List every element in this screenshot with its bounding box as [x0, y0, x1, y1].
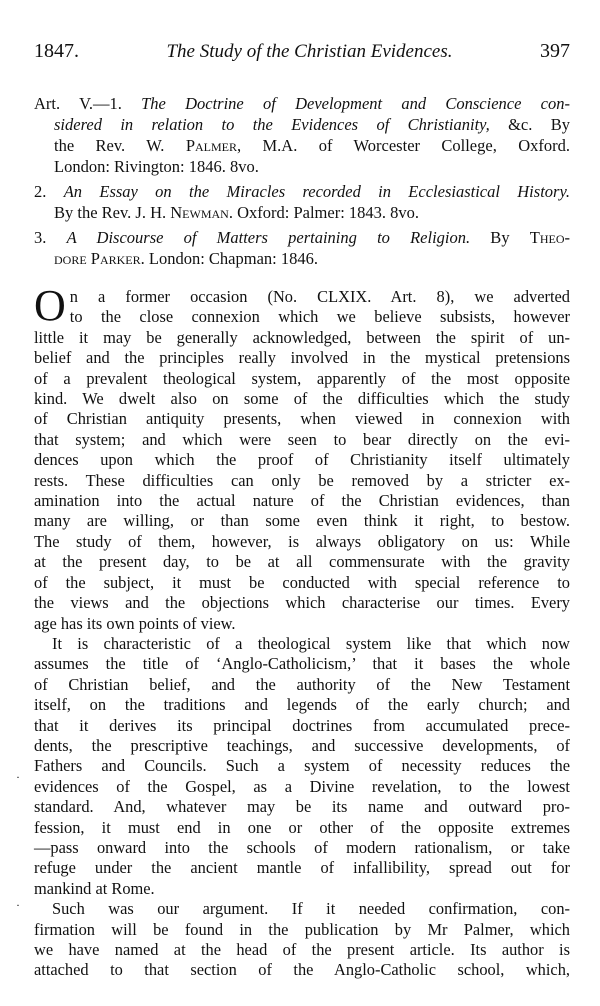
paragraph-1 [34, 281, 570, 634]
author-name: Theo- [529, 228, 570, 247]
body-line: the views and the objections which characterise our times. Every [34, 593, 570, 613]
drop-cap: O [34, 281, 66, 330]
body-line: that it derives its principal doctrines from accumulated prece- [34, 715, 570, 735]
header-year: 1847. [34, 40, 79, 62]
article-list [34, 93, 570, 269]
author-affiliation: M.A. of Worcester College, Oxford. [241, 136, 570, 155]
body-line: that system; and which were seen to bear directly on the evi- [34, 429, 570, 449]
author-name: Newman. [170, 203, 233, 222]
article-number: Art. V.—1. [34, 94, 122, 113]
paragraph-3 [34, 899, 570, 981]
body-line: many are willing, or than some even think it right, to bestow. [34, 511, 570, 531]
article-body [34, 281, 570, 981]
running-header [34, 40, 570, 63]
author-prefix: By [470, 228, 530, 247]
author-prefix: the Rev. W. [54, 136, 186, 155]
author-name: Palmer, [185, 136, 242, 155]
body-line: itself, on the traditions and legends of the early church; and [34, 695, 570, 715]
body-line: fession, it must end in one or other of the opposite extremes [34, 817, 570, 837]
article-entry-1 [34, 93, 570, 177]
publication-info: London: Chapman: 1846. [144, 249, 318, 268]
body-line: amination into the actual nature of the Christian evidences, than [34, 491, 570, 511]
body-line: belief and the principles really involved in the mystical pretensions [34, 348, 570, 368]
body-line: n a former occasion (No. CLXIX. Art. 8), we adverted [69, 287, 570, 306]
article-etc: &c. By [489, 115, 570, 134]
body-line: dences upon which the proof of Christianity itself ultimately [34, 450, 570, 470]
article-entry-3 [34, 227, 570, 269]
body-line: of Christian belief, and the authority of the New Testament [34, 674, 570, 694]
publication-info: Oxford: Palmer: 1843. 8vo. [232, 203, 420, 222]
body-line: firmation will be found in the publication by Mr Palmer, which [34, 919, 570, 939]
body-line: assumes the title of ‘Anglo-Catholicism,’ that it bases the whole [34, 654, 570, 674]
body-line: It is characteristic of a theological system like that which now [52, 633, 570, 653]
article-entry-2 [34, 181, 570, 223]
body-line: little it may be generally acknowledged, between the spirit of un- [34, 327, 570, 347]
body-line: attached to that section of the Anglo-Catholic school, which, [34, 960, 570, 980]
article-title: A Discourse of Matters pertaining to Religion. [66, 228, 471, 247]
body-line: The study of them, however, is always obligatory on us: While [34, 531, 570, 551]
body-line: of Christian antiquity presents, when viewed in connexion with [34, 409, 570, 429]
body-line: we have named at the head of the present article. Its author is [34, 940, 570, 959]
author-name-cont: dore Parker. [54, 249, 145, 268]
body-line: evidences of the Gospel, as a Divine revelation, to the lowest [34, 776, 570, 796]
article-title: An Essay on the Miracles recorded in Ecclesiastical History. [63, 182, 570, 201]
entry-number: 2. [34, 182, 47, 201]
body-line: age has its own points of view. [34, 613, 236, 633]
body-line: standard. And, whatever may be its name and outward pro- [34, 797, 570, 817]
margin-mark: · [16, 770, 20, 784]
margin-mark: · [16, 898, 20, 912]
body-line: rests. These difficulties can only be removed by a stricter ex- [34, 470, 570, 490]
entry-number: 3. [34, 228, 47, 247]
author-prefix: By the Rev. J. H. [54, 203, 171, 222]
header-title: The Study of the Christian Evidences. [166, 41, 453, 62]
page-number: 397 [539, 40, 570, 62]
body-line: —pass onward into the schools of modern rationalism, or take [34, 837, 570, 857]
body-line: of a prevalent theological system, apparently of the most opposite [34, 368, 570, 388]
publication-info: London: Rivington: 1846. 8vo. [54, 157, 259, 176]
body-line: mankind at Rome. [34, 878, 155, 898]
body-line: Fathers and Councils. Such a system of necessity reduces the [34, 756, 570, 776]
body-line: refuge under the ancient mantle of infallibility, spread out for [34, 858, 570, 878]
article-title: The Doctrine of Development and Conscience con- [141, 94, 570, 113]
body-line: Such was our argument. If it needed confirmation, con- [52, 899, 570, 919]
body-line: at the present day, to be at all commensurate with the gravity [34, 552, 570, 572]
body-line: of the subject, it must be conducted with special reference to [34, 572, 570, 592]
body-line: to the close connexion which we believe subsists, however [69, 307, 570, 327]
paragraph-2 [34, 634, 570, 899]
body-line: kind. We dwelt also on some of the difficulties which the study [34, 389, 570, 409]
article-title-cont: sidered in relation to the Evidences of Christianity, [54, 115, 490, 134]
body-line: dents, the prescriptive teachings, and successive developments, of [34, 735, 570, 755]
